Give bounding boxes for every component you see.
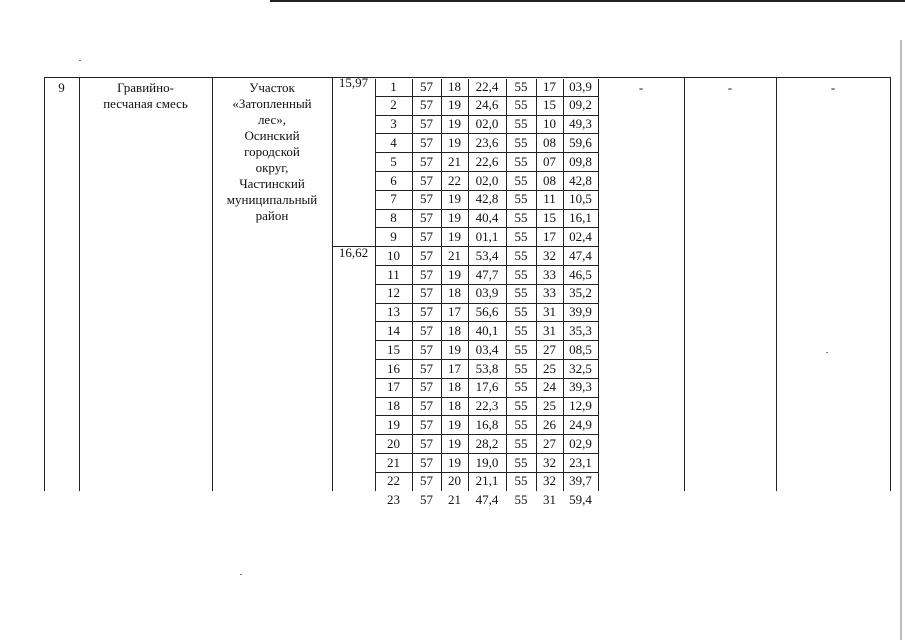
lon-minutes: 24 xyxy=(543,379,556,395)
lon-degrees: 55 xyxy=(514,379,528,395)
lat-degrees: 57 xyxy=(420,492,433,508)
point-number: 8 xyxy=(390,210,397,226)
lon-seconds: 24,9 xyxy=(569,416,592,432)
lat-degrees: 57 xyxy=(420,172,433,188)
lat-seconds: 01,1 xyxy=(475,228,499,244)
lat-minutes: 18 xyxy=(448,379,461,395)
lon-seconds: 39,7 xyxy=(569,473,592,489)
lon-seconds: 59,6 xyxy=(569,134,592,150)
scan-speck xyxy=(826,352,828,353)
lat-minutes: 19 xyxy=(448,191,461,207)
lat-seconds: 23,6 xyxy=(475,134,499,150)
lon-minutes: 31 xyxy=(543,322,556,338)
point-number: 6 xyxy=(390,172,397,188)
location-line: «Затопленный xyxy=(232,96,312,111)
lon-seconds: 03,9 xyxy=(569,78,592,94)
lon-degrees: 55 xyxy=(514,97,528,113)
lon-minutes: 32 xyxy=(543,454,556,470)
lon-seconds: 47,4 xyxy=(569,247,592,263)
lon-seconds: 35,3 xyxy=(569,322,592,338)
lon-seconds: 16,1 xyxy=(569,210,592,226)
lon-degrees: 55 xyxy=(514,341,528,357)
column-border xyxy=(79,77,80,491)
point-number: 17 xyxy=(387,379,400,395)
lat-minutes: 19 xyxy=(448,454,461,470)
location-line: округ, xyxy=(255,160,289,175)
lat-minutes: 20 xyxy=(448,473,461,489)
lat-seconds: 17,6 xyxy=(475,379,499,395)
location-line: муниципальный xyxy=(226,192,318,207)
lat-degrees: 57 xyxy=(420,228,433,244)
lat-seconds: 42,8 xyxy=(475,191,499,207)
lon-degrees: 55 xyxy=(514,398,528,414)
lat-minutes: 21 xyxy=(448,247,461,263)
lon-seconds: 09,2 xyxy=(569,97,592,113)
lat-minutes: 18 xyxy=(448,285,461,301)
lat-minutes: 19 xyxy=(448,116,461,132)
point-number: 21 xyxy=(387,454,400,470)
lon-minutes: 27 xyxy=(543,435,556,451)
lat-degrees: 57 xyxy=(420,435,433,451)
lon-minutes: 25 xyxy=(543,398,556,414)
point-number: 12 xyxy=(387,285,400,301)
point-number: 13 xyxy=(387,304,400,320)
location-line: городской xyxy=(244,144,300,159)
lat-seconds: 16,8 xyxy=(475,416,499,432)
lon-seconds: 09,8 xyxy=(569,153,592,169)
lat-degrees: 57 xyxy=(420,210,433,226)
lon-degrees: 55 xyxy=(514,473,528,489)
coord-column-border xyxy=(598,79,599,491)
lat-minutes: 18 xyxy=(448,322,461,338)
lat-minutes: 18 xyxy=(448,78,461,94)
lon-degrees: 55 xyxy=(514,304,528,320)
lat-degrees: 57 xyxy=(420,134,433,150)
point-number: 23 xyxy=(387,492,400,508)
point-number: 3 xyxy=(390,116,397,132)
lon-degrees: 55 xyxy=(514,210,528,226)
lon-minutes: 17 xyxy=(543,78,556,94)
point-number: 19 xyxy=(387,416,400,432)
empty-value-dash: - xyxy=(638,80,644,95)
point-number: 16 xyxy=(387,360,400,376)
location-line: район xyxy=(255,208,289,223)
lat-degrees: 57 xyxy=(420,266,433,282)
lon-degrees: 55 xyxy=(514,416,528,432)
lat-seconds: 53,8 xyxy=(475,360,499,376)
point-number: 20 xyxy=(387,435,400,451)
lon-minutes: 33 xyxy=(543,285,556,301)
lat-seconds: 47,4 xyxy=(475,492,499,508)
lon-degrees: 55 xyxy=(514,285,528,301)
lon-degrees: 55 xyxy=(514,454,528,470)
lat-minutes: 19 xyxy=(448,341,461,357)
scan-border-right xyxy=(900,40,902,640)
lon-seconds: 12,9 xyxy=(569,398,592,414)
point-number: 22 xyxy=(387,473,400,489)
lat-degrees: 57 xyxy=(420,247,433,263)
location-line: Участок xyxy=(249,80,295,95)
lon-seconds: 08,5 xyxy=(569,341,592,357)
lon-minutes: 07 xyxy=(543,153,556,169)
lon-degrees: 55 xyxy=(514,134,528,150)
point-number: 4 xyxy=(390,134,397,150)
lon-minutes: 32 xyxy=(543,473,556,489)
lat-degrees: 57 xyxy=(420,97,433,113)
lon-degrees: 55 xyxy=(514,360,528,376)
lat-minutes: 19 xyxy=(448,266,461,282)
lat-minutes: 19 xyxy=(448,210,461,226)
column-border xyxy=(332,77,333,491)
empty-value-dash: - xyxy=(830,80,836,95)
lat-degrees: 57 xyxy=(420,285,433,301)
lon-degrees: 55 xyxy=(514,435,528,451)
lon-seconds: 59,4 xyxy=(569,492,592,508)
lat-degrees: 57 xyxy=(420,304,433,320)
point-number: 1 xyxy=(390,78,397,94)
lon-minutes: 27 xyxy=(543,341,556,357)
lat-seconds: 24,6 xyxy=(475,97,499,113)
lon-degrees: 55 xyxy=(514,78,528,94)
lon-seconds: 32,5 xyxy=(569,360,592,376)
lat-seconds: 53,4 xyxy=(475,247,499,263)
lon-degrees: 55 xyxy=(514,266,528,282)
lat-seconds: 56,6 xyxy=(475,304,499,320)
lat-minutes: 21 xyxy=(448,492,461,508)
lon-degrees: 55 xyxy=(514,492,528,508)
lon-seconds: 10,5 xyxy=(569,191,592,207)
lon-seconds: 39,9 xyxy=(569,304,592,320)
lat-degrees: 57 xyxy=(420,116,433,132)
point-number: 11 xyxy=(387,266,400,282)
column-border xyxy=(684,77,685,491)
point-number: 9 xyxy=(390,228,397,244)
lon-seconds: 39,3 xyxy=(569,379,592,395)
lat-minutes: 17 xyxy=(448,360,461,376)
lon-degrees: 55 xyxy=(514,247,528,263)
point-number: 7 xyxy=(390,191,397,207)
point-number: 5 xyxy=(390,153,397,169)
lat-degrees: 57 xyxy=(420,153,433,169)
lat-seconds: 02,0 xyxy=(475,116,499,132)
lon-minutes: 10 xyxy=(543,116,556,132)
lon-minutes: 26 xyxy=(543,416,556,432)
lat-degrees: 57 xyxy=(420,473,433,489)
point-number: 10 xyxy=(387,247,400,263)
lat-seconds: 47,7 xyxy=(475,266,499,282)
point-number: 2 xyxy=(390,97,397,113)
lat-seconds: 22,3 xyxy=(475,398,499,414)
column-border xyxy=(776,77,777,491)
lat-seconds: 22,4 xyxy=(475,78,499,94)
row-number: 9 xyxy=(58,80,65,95)
lon-degrees: 55 xyxy=(514,228,528,244)
empty-value-dash: - xyxy=(727,80,733,95)
lat-degrees: 57 xyxy=(420,191,433,207)
lon-minutes: 31 xyxy=(543,304,556,320)
lat-seconds: 19,0 xyxy=(475,454,499,470)
lon-minutes: 11 xyxy=(543,191,556,207)
lat-minutes: 19 xyxy=(448,134,461,150)
point-number: 14 xyxy=(387,322,400,338)
lon-minutes: 17 xyxy=(543,228,556,244)
lat-seconds: 40,1 xyxy=(475,322,499,338)
lat-seconds: 40,4 xyxy=(475,210,499,226)
material-name-line: Гравийно- xyxy=(117,80,174,95)
lon-degrees: 55 xyxy=(514,191,528,207)
location-line: Осинский xyxy=(244,128,300,143)
lon-degrees: 55 xyxy=(514,172,528,188)
scan-border-top xyxy=(270,0,905,2)
area-value: 15,97 xyxy=(338,75,369,90)
lon-minutes: 15 xyxy=(543,210,556,226)
lat-degrees: 57 xyxy=(420,360,433,376)
lon-seconds: 35,2 xyxy=(569,285,592,301)
lon-degrees: 55 xyxy=(514,322,528,338)
lat-seconds: 03,9 xyxy=(475,285,499,301)
lon-minutes: 08 xyxy=(543,134,556,150)
column-border xyxy=(890,77,891,491)
lat-minutes: 22 xyxy=(448,172,461,188)
lon-minutes: 32 xyxy=(543,247,556,263)
lat-seconds: 02,0 xyxy=(475,172,499,188)
lon-degrees: 55 xyxy=(514,116,528,132)
lat-seconds: 28,2 xyxy=(475,435,499,451)
lat-minutes: 21 xyxy=(448,153,461,169)
location-line: Частинский xyxy=(239,176,305,191)
scan-speck xyxy=(79,60,81,61)
lon-minutes: 33 xyxy=(543,266,556,282)
area-value: 16,62 xyxy=(338,245,369,261)
lat-minutes: 18 xyxy=(448,398,461,414)
lon-seconds: 49,3 xyxy=(569,116,592,132)
lon-minutes: 25 xyxy=(543,360,556,376)
lat-degrees: 57 xyxy=(420,379,433,395)
lat-degrees: 57 xyxy=(420,322,433,338)
lon-seconds: 42,8 xyxy=(569,172,592,188)
lat-degrees: 57 xyxy=(420,416,433,432)
lat-minutes: 19 xyxy=(448,228,461,244)
lon-minutes: 08 xyxy=(543,172,556,188)
lon-minutes: 15 xyxy=(543,97,556,113)
column-border xyxy=(44,77,45,491)
point-number: 15 xyxy=(387,341,400,357)
lon-minutes: 31 xyxy=(543,492,556,508)
lat-minutes: 17 xyxy=(448,304,461,320)
lon-seconds: 02,9 xyxy=(569,435,592,451)
lat-minutes: 19 xyxy=(448,416,461,432)
lat-degrees: 57 xyxy=(420,78,433,94)
scan-speck xyxy=(240,574,242,575)
lat-degrees: 57 xyxy=(420,398,433,414)
material-name-line: песчаная смесь xyxy=(103,96,188,111)
lon-seconds: 23,1 xyxy=(569,454,592,470)
lat-seconds: 21,1 xyxy=(475,473,499,489)
lat-degrees: 57 xyxy=(420,454,433,470)
lat-seconds: 22,6 xyxy=(475,153,499,169)
lat-minutes: 19 xyxy=(448,97,461,113)
point-number: 18 xyxy=(387,398,400,414)
location-line: лес», xyxy=(257,112,287,127)
lat-degrees: 57 xyxy=(420,341,433,357)
lon-degrees: 55 xyxy=(514,153,528,169)
lon-seconds: 46,5 xyxy=(569,266,592,282)
lon-seconds: 02,4 xyxy=(569,228,592,244)
lat-minutes: 19 xyxy=(448,435,461,451)
lat-seconds: 03,4 xyxy=(475,341,499,357)
